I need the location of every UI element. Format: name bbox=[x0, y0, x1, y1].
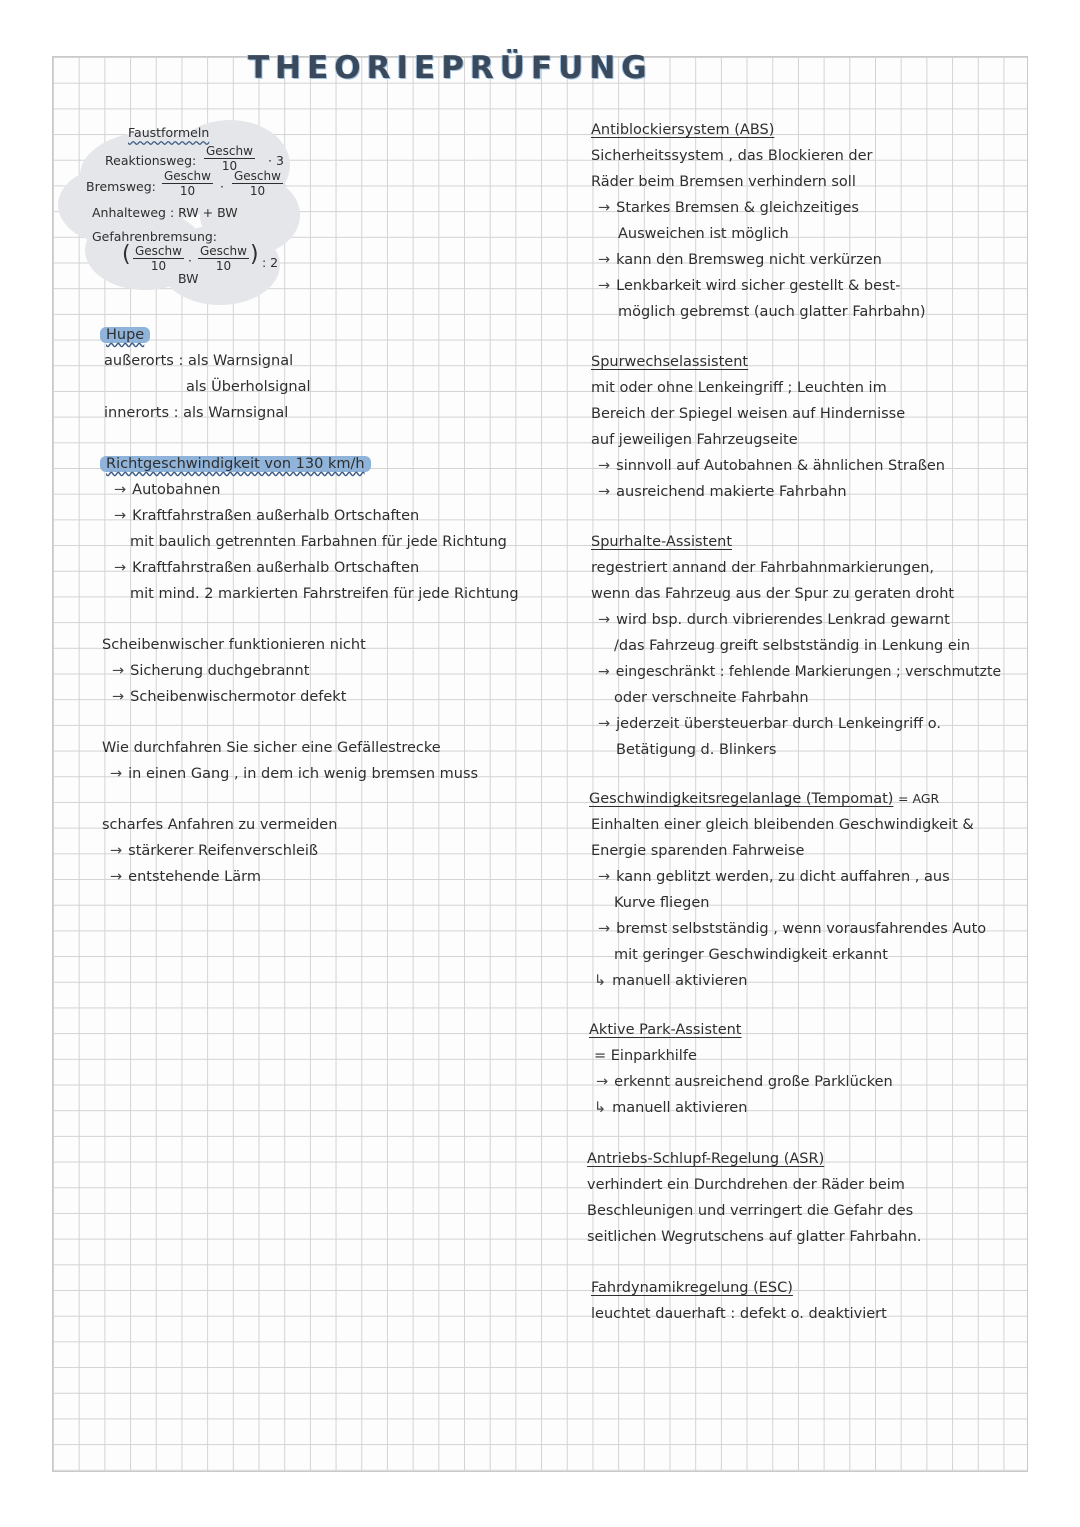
agr-heading bbox=[589, 786, 939, 812]
arrow-icon: → bbox=[598, 200, 611, 216]
fraction-numerator: Geschw bbox=[200, 244, 247, 258]
arrow-icon: → bbox=[114, 508, 127, 524]
scheiben-line-text: Sicherung duchgebrannt bbox=[130, 663, 310, 679]
sub-arrow-icon: ↳ bbox=[594, 1100, 607, 1116]
agr-line: Energie sparenden Fahrweise bbox=[591, 843, 805, 859]
abs-line bbox=[598, 195, 859, 221]
arrow-icon: → bbox=[110, 766, 123, 782]
anhalteweg-formula: Anhalteweg : RW + BW bbox=[92, 205, 238, 220]
arrow-icon: → bbox=[598, 612, 611, 628]
arrow-icon: → bbox=[598, 458, 611, 474]
reaktionsweg-factor: · 3 bbox=[268, 153, 284, 168]
fraction-denominator: 10 bbox=[221, 159, 238, 173]
agr-suffix: = AGR bbox=[898, 791, 940, 806]
park-line bbox=[594, 1095, 747, 1121]
abs-line: Sicherheitssystem , das Blockieren der bbox=[591, 148, 873, 164]
paren-close: ) bbox=[250, 242, 259, 267]
abs-line bbox=[598, 247, 882, 273]
spurw-line-text: sinnvoll auf Autobahnen & ähnlichen Straßen bbox=[616, 458, 945, 474]
scheiben-heading: Scheibenwischer funktionieren nicht bbox=[102, 637, 366, 653]
anfahren-heading: scharfes Anfahren zu vermeiden bbox=[102, 817, 338, 833]
gefahren-bw: BW bbox=[178, 271, 199, 286]
anfahren-line-text: entstehende Lärm bbox=[128, 869, 261, 885]
agr-line: Kurve fliegen bbox=[614, 895, 710, 911]
richt-line: mit baulich getrennten Farbahnen für jede Richtung bbox=[130, 534, 507, 550]
arrow-icon: → bbox=[114, 482, 127, 498]
hupe-heading-text: Hupe bbox=[100, 327, 150, 343]
spurw-line: auf jeweiligen Fahrzeugseite bbox=[591, 432, 798, 448]
fraction-numerator: Geschw bbox=[206, 144, 253, 158]
abs-line-text: Starkes Bremsen & gleichzeitiges bbox=[616, 200, 859, 216]
spurw-line bbox=[598, 453, 945, 479]
park-line: = Einparkhilfe bbox=[594, 1048, 697, 1064]
spurh-line bbox=[598, 711, 941, 737]
abs-line-text: kann den Bremsweg nicht verkürzen bbox=[616, 252, 882, 268]
spurh-line bbox=[598, 659, 1001, 685]
richt-line-text: Kraftfahrstraßen außerhalb Ortschaften bbox=[132, 508, 420, 524]
arrow-icon: → bbox=[598, 278, 611, 294]
richt-line-text: Autobahnen bbox=[132, 482, 221, 498]
arrow-icon: → bbox=[596, 1074, 609, 1090]
arrow-icon: → bbox=[598, 252, 611, 268]
gefahrenbremsung-label: Gefahrenbremsung: bbox=[92, 229, 218, 244]
arrow-icon: → bbox=[598, 716, 611, 732]
bremsweg-fraction-1 bbox=[162, 169, 213, 198]
spurh-line: Betätigung d. Blinkers bbox=[616, 742, 777, 758]
spurh-line-text: jederzeit übersteuerbar durch Lenkeingriff o. bbox=[616, 716, 941, 732]
hupe-line: als Überholsignal bbox=[186, 379, 311, 395]
paren-open: ( bbox=[122, 242, 131, 267]
bremsweg-label: Bremsweg: bbox=[86, 179, 156, 194]
spurh-line: regestriert annand der Fahrbahnmarkierungen, bbox=[591, 560, 935, 576]
richt-heading bbox=[100, 451, 371, 477]
gefahren-dot: · bbox=[188, 253, 192, 268]
arrow-icon: → bbox=[598, 869, 611, 885]
abs-line: Räder beim Bremsen verhindern soll bbox=[591, 174, 856, 190]
agr-line bbox=[598, 916, 986, 942]
spurh-line: /das Fahrzeug greift selbstständig in Lenkung ein bbox=[614, 638, 971, 654]
spurh-line-text: eingeschränkt : fehlende Markierungen ; verschmutzte bbox=[615, 664, 1002, 680]
asr-line: verhindert ein Durchdrehen der Räder beim bbox=[587, 1177, 905, 1193]
park-heading: Aktive Park-Assistent bbox=[589, 1022, 742, 1038]
abs-line: Ausweichen ist möglich bbox=[618, 226, 789, 242]
arrow-icon: → bbox=[114, 560, 127, 576]
fraction-numerator: Geschw bbox=[135, 244, 182, 258]
abs-line-text: Lenkbarkeit wird sicher gestellt & best- bbox=[616, 278, 901, 294]
esc-heading: Fahrdynamikregelung (ESC) bbox=[591, 1280, 793, 1296]
hupe-line: außerorts : als Warnsignal bbox=[104, 353, 294, 369]
richt-line: mit mind. 2 markierten Fahrstreifen für jede Richtung bbox=[130, 586, 519, 602]
arrow-icon: → bbox=[112, 689, 125, 705]
spurh-heading: Spurhalte-Assistent bbox=[591, 534, 733, 550]
page-title: THEORIEPRÜFUNG bbox=[248, 50, 653, 86]
fraction-numerator: Geschw bbox=[164, 169, 211, 183]
agr-line: mit geringer Geschwindigkeit erkannt bbox=[614, 947, 888, 963]
agr-line: Einhalten einer gleich bleibenden Geschwindigkeit & bbox=[591, 817, 974, 833]
arrow-icon: → bbox=[598, 484, 611, 500]
spurh-line: wenn das Fahrzeug aus der Spur zu geraten droht bbox=[591, 586, 955, 602]
spurw-line: Bereich der Spiegel weisen auf Hindernisse bbox=[591, 406, 906, 422]
spurw-line-text: ausreichend makierte Fahrbahn bbox=[616, 484, 847, 500]
richt-line bbox=[114, 555, 419, 581]
agr-line-text: kann geblitzt werden, zu dicht auffahren , aus bbox=[616, 869, 950, 885]
scheiben-line bbox=[112, 684, 346, 710]
spurw-line: mit oder ohne Lenkeingriff ; Leuchten im bbox=[591, 380, 887, 396]
richt-line bbox=[114, 477, 220, 503]
reaktionsweg-label: Reaktionsweg: bbox=[105, 153, 197, 168]
anfahren-line bbox=[110, 864, 261, 890]
faustformeln-heading: Faustformeln bbox=[128, 125, 210, 140]
fraction-denominator: 10 bbox=[215, 259, 232, 273]
gefahren-fraction-1 bbox=[133, 244, 184, 273]
scheiben-line-text: Scheibenwischermotor defekt bbox=[130, 689, 347, 705]
agr-line-text: bremst selbstständig , wenn vorausfahrendes Auto bbox=[616, 921, 987, 937]
gefaelle-line-text: in einen Gang , in dem ich wenig bremsen muss bbox=[128, 766, 479, 782]
gefahren-fraction-2 bbox=[198, 244, 249, 273]
agr-line-text: manuell aktivieren bbox=[612, 973, 748, 989]
agr-line bbox=[598, 864, 950, 890]
park-line-text: manuell aktivieren bbox=[612, 1100, 748, 1116]
asr-line: seitlichen Wegrutschens auf glatter Fahrbahn. bbox=[587, 1229, 922, 1245]
richt-heading-text: Richtgeschwindigkeit von 130 km/h bbox=[100, 456, 371, 472]
arrow-icon: → bbox=[112, 663, 125, 679]
richt-line bbox=[114, 503, 419, 529]
park-line bbox=[596, 1069, 893, 1095]
abs-line: möglich gebremst (auch glatter Fahrbahn) bbox=[618, 304, 926, 320]
gefahren-divide: : 2 bbox=[262, 255, 279, 270]
asr-heading: Antriebs-Schlupf-Regelung (ASR) bbox=[587, 1151, 825, 1167]
arrow-icon: → bbox=[598, 921, 611, 937]
park-line-text: erkennt ausreichend große Parklücken bbox=[614, 1074, 893, 1090]
hupe-line: innerorts : als Warnsignal bbox=[104, 405, 289, 421]
gefaelle-line bbox=[110, 761, 478, 787]
anfahren-line bbox=[110, 838, 318, 864]
fraction-numerator: Geschw bbox=[234, 169, 281, 183]
spurh-line bbox=[598, 607, 950, 633]
arrow-icon: → bbox=[598, 664, 610, 680]
abs-heading: Antiblockiersystem (ABS) bbox=[591, 122, 775, 138]
sub-arrow-icon: ↳ bbox=[594, 973, 607, 989]
spurh-line: oder verschneite Fahrbahn bbox=[614, 690, 809, 706]
abs-line bbox=[598, 273, 900, 299]
agr-heading-text: Geschwindigkeitsregelanlage (Tempomat) bbox=[589, 791, 894, 807]
esc-line: leuchtet dauerhaft : defekt o. deaktiviert bbox=[591, 1306, 887, 1322]
bremsweg-dot: · bbox=[220, 179, 224, 194]
agr-line bbox=[594, 968, 747, 994]
spurh-line-text: wird bsp. durch vibrierendes Lenkrad gewarnt bbox=[616, 612, 950, 628]
fraction-denominator: 10 bbox=[150, 259, 167, 273]
fraction-denominator: 10 bbox=[249, 184, 266, 198]
arrow-icon: → bbox=[110, 869, 123, 885]
fraction-denominator: 10 bbox=[179, 184, 196, 198]
gefaelle-heading: Wie durchfahren Sie sicher eine Gefällestrecke bbox=[102, 740, 441, 756]
richt-line-text: Kraftfahrstraßen außerhalb Ortschaften bbox=[132, 560, 420, 576]
scheiben-line bbox=[112, 658, 309, 684]
asr-line: Beschleunigen und verringert die Gefahr des bbox=[587, 1203, 914, 1219]
spurw-line bbox=[598, 479, 847, 505]
arrow-icon: → bbox=[110, 843, 123, 859]
hupe-heading bbox=[100, 322, 150, 348]
bremsweg-fraction-2 bbox=[232, 169, 283, 198]
anfahren-line-text: stärkerer Reifenverschleiß bbox=[128, 843, 319, 859]
spurw-heading: Spurwechselassistent bbox=[591, 354, 749, 370]
